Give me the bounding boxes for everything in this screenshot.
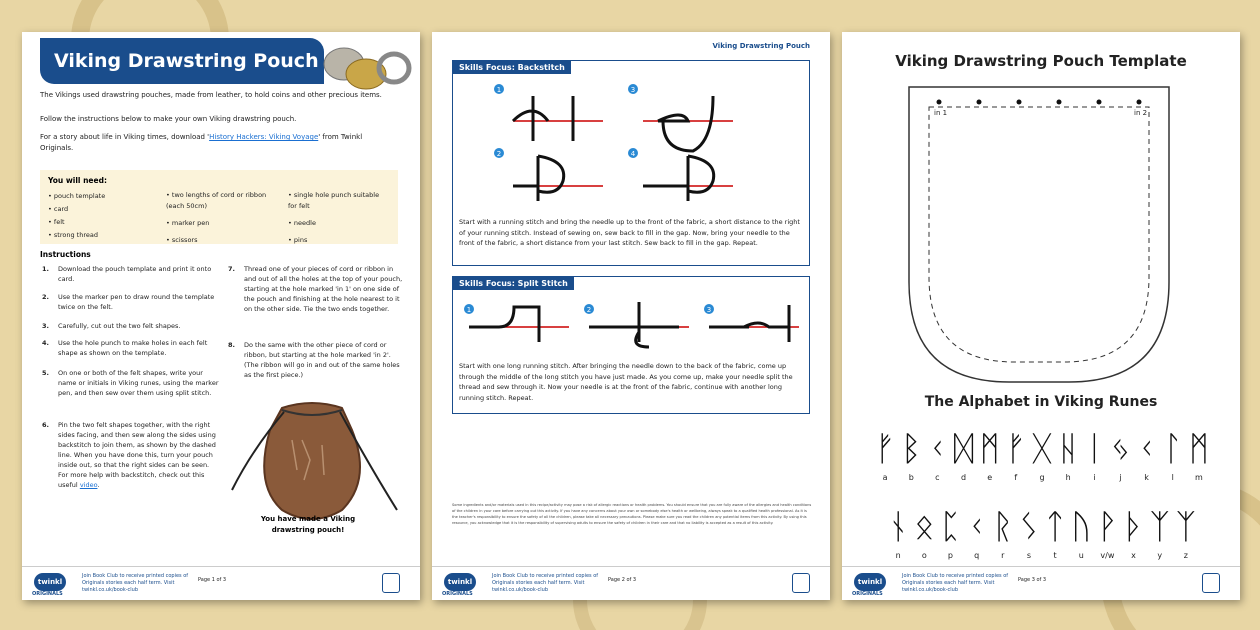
rune-letter: m [1195, 473, 1203, 482]
rune-glyph: ᛁ [1084, 429, 1105, 469]
rune-glyph: ᚾ [887, 507, 909, 547]
splitstitch-diagram [459, 297, 804, 357]
need-item: • strong thread [48, 231, 98, 239]
splitstitch-panel [452, 276, 810, 414]
rune-glyph: ᛚ [1162, 429, 1183, 469]
completion-message: You have made a Viking drawstring pouch! [260, 515, 356, 534]
book-club-text: Join Book Club to receive printed copies of Originals stories each half term. Visit twinkl.co.uk/book-club [82, 573, 189, 593]
rune-alphabet [862, 420, 1222, 580]
need-col-1 [48, 190, 158, 242]
intro-story-pre: For a story about life in Viking times, download ' [40, 133, 210, 141]
need-item: • scissors [166, 236, 198, 244]
backstitch-label: Skills Focus: Backstitch [453, 61, 571, 74]
rune-letter: x [1131, 551, 1136, 560]
need-col-3 [288, 190, 388, 246]
rune-letter: y [1157, 551, 1163, 560]
rune-letter: h [1065, 473, 1071, 482]
page-instructions [22, 32, 420, 600]
need-item: • card [48, 205, 69, 213]
splitstitch-description: Start with one long running stitch. After bringing the needle down to the back of the fabric, come up through the middle of the long stitch you have just made. As you come up, make your needle split the thread and sew through it. Now your needle is at the front of the fabric, continue with another long running stitch. Repeat. [459, 362, 793, 402]
originals-book-icon [1202, 573, 1220, 593]
originals-book-icon [792, 573, 810, 593]
step-4: 4. Use the hole punch to make holes in each felt shape as shown on the template. [42, 339, 208, 357]
twinkl-logo: twinkl [444, 573, 476, 591]
rune-glyph: ᚲ [1136, 429, 1157, 469]
backstitch-panel [452, 60, 810, 266]
rune-glyph: ᛃ [1110, 429, 1131, 469]
splitstitch-label: Skills Focus: Split Stitch [453, 277, 574, 290]
safety-fine-print: Some ingredients and/or materials used in this recipe/activity may pose a risk of allergic reactions or health problems. You should ensure that you are fully aware of the allergies and health conditions of the children in your care before carrying out this activity. If you have any concerns about your own or somebody else's health or wellbeing, always speak to a qualified health professional. As it is the teacher's responsibility to ensure the safety of all the children, please take all necessary precautions. Please make sure you read the children any potential items from this activity. By using this resource, you acknowledge that it is the responsibility of supervising adults to ensure the safety of children in their care and that no liability is accepted as a result of this activity. [452, 503, 812, 525]
rune-glyph: ᚺ [1057, 429, 1079, 469]
need-heading: You will need: [48, 176, 107, 185]
step-number: 2 [586, 306, 592, 314]
step-number: 1 [496, 86, 502, 94]
need-col-2 [166, 190, 276, 246]
step-number: 3 [706, 306, 712, 314]
rune-letter: c [935, 473, 940, 482]
rune-glyph: ᛏ [1044, 507, 1066, 547]
rune-letter: j [1119, 473, 1122, 482]
twinkl-logo: twinkl [854, 573, 886, 591]
rune-letter: k [1144, 473, 1149, 482]
rune-glyph: ᛟ [914, 507, 935, 547]
step-number: 2 [496, 150, 502, 158]
backstitch-description: Start with a running stitch and bring the needle up to the front of the fabric, a short distance to the right of your running stitch. Instead of sewing on, sew back to fill in the gap. Now, bring your needle to the front of the fabric, a short distance from your last stitch. Sew back to fill in the gap. Repeat. [459, 218, 800, 247]
intro-story [40, 132, 380, 153]
rune-glyph: ᚠ [874, 429, 896, 469]
step-number: 1 [466, 306, 472, 314]
rune-letter: p [947, 551, 954, 560]
rune-glyph: ᛗ [979, 429, 1000, 469]
rune-glyph: ᚢ [1071, 507, 1092, 547]
rune-letter: b [908, 473, 914, 482]
rune-letter: n [895, 551, 901, 560]
hole-label-in2: in 2 [1134, 109, 1148, 117]
step-2: 2. Use the marker pen to draw round the template twice on the felt. [42, 293, 215, 311]
rune-letter: o [921, 551, 927, 560]
step-3: 3. Carefully, cut out the two felt shapes. [42, 322, 181, 330]
twinkl-logo: twinkl [34, 573, 66, 591]
rune-letter: s [1026, 551, 1032, 560]
rune-letter: e [987, 473, 993, 482]
rune-letter: l [1171, 473, 1174, 482]
rune-glyph: ᛒ [901, 429, 922, 469]
book-club-text: Join Book Club to receive printed copies of Originals stories each half term. Visit twinkl.co.uk/book-club [492, 573, 599, 593]
rune-glyph: ᚲ [966, 507, 987, 547]
backstitch-diagram [493, 81, 783, 211]
rune-glyph: ᚱ [992, 507, 1013, 547]
rune-glyph: ᚹ [1097, 507, 1118, 547]
need-item: • marker pen [166, 219, 210, 227]
rune-glyph: ᛊ [1018, 507, 1040, 547]
rune-letter: a [882, 473, 888, 482]
history-hackers-link[interactable]: History Hackers: Viking Voyage [209, 133, 319, 141]
rune-letter: g [1039, 473, 1045, 482]
runes-title: The Alphabet in Viking Runes [924, 394, 1158, 410]
intro-follow: Follow the instructions below to make your own Viking drawstring pouch. [40, 115, 297, 123]
page-number: Page 1 of 3 [198, 577, 227, 583]
instructions-heading: Instructions [40, 250, 91, 259]
originals-label: ORIGINALS [852, 591, 883, 597]
rune-glyph: ᚠ [1005, 429, 1027, 469]
originals-label: ORIGINALS [442, 591, 473, 597]
need-item: • single hole punch suitable for felt [288, 191, 380, 210]
rune-glyph: ᚦ [1123, 507, 1144, 547]
page-number: Page 2 of 3 [608, 577, 637, 583]
page-footer [842, 566, 1240, 600]
hole-label-in1: in 1 [934, 109, 948, 117]
need-item: • pins [288, 236, 308, 244]
page-skills [432, 32, 830, 600]
intro-story-post: ' from Twinkl Originals. [40, 133, 363, 152]
rune-letter: u [1078, 551, 1084, 560]
rune-glyph: ᛉ [1175, 507, 1197, 547]
rune-letter: t [1053, 551, 1057, 560]
originals-label: ORIGINALS [32, 591, 63, 597]
rune-glyph: ᛗ [1188, 429, 1210, 469]
rune-glyph: ᛞ [953, 429, 974, 469]
step-number: 4 [630, 150, 636, 158]
intro-text: The Vikings used drawstring pouches, made from leather, to hold coins and other precious items. [40, 91, 382, 99]
step-5: 5. On one or both of the felt shapes, write your name or initials in Viking runes, using the marker pen, and then sew over them using split stitch. [42, 369, 219, 397]
template-title: Viking Drawstring Pouch Template [895, 52, 1187, 70]
rune-glyph: ᚲ [927, 429, 948, 469]
rune-letter: z [1183, 551, 1188, 560]
originals-book-icon [382, 573, 400, 593]
pouch-template-shape [904, 82, 1174, 392]
rune-letter: f [1014, 473, 1018, 482]
you-will-need-box [40, 170, 398, 244]
viking-coins-image [314, 40, 414, 96]
need-item: • needle [288, 219, 316, 227]
page-number: Page 3 of 3 [1018, 577, 1047, 583]
step-7: 7. Thread one of your pieces of cord or ribbon in and out of all the holes at the top of your pouch, starting at the hole marked 'in 1' on one side of the pouch and finishing at the hole nearest to it on the other side. Tie the two ends together. [228, 265, 403, 313]
rune-glyph: ᚷ [1031, 429, 1053, 469]
step-number: 3 [630, 86, 636, 94]
need-item: • two lengths of cord or ribbon (each 50cm) [166, 191, 267, 210]
step-1: 1. Download the pouch template and print it onto card. [42, 265, 212, 283]
need-item: • felt [48, 218, 65, 226]
rune-letter: v/w [1100, 551, 1115, 560]
rune-glyph: ᛉ [1149, 507, 1170, 547]
rune-letter: i [1093, 473, 1096, 482]
page-footer [432, 566, 830, 600]
rune-letter: q [974, 551, 980, 560]
page-template [842, 32, 1240, 600]
rune-letter: r [1001, 551, 1005, 560]
rune-letter: d [960, 473, 967, 482]
page-footer [22, 566, 420, 600]
step-8: 8. Do the same with the other piece of cord or ribbon, but starting at the hole marked 'in 2'. (The ribbon will go in and out of the same holes as the first piece.) [228, 341, 400, 379]
rune-glyph: ᛈ [940, 507, 961, 547]
book-club-text: Join Book Club to receive printed copies of Originals stories each half term. Visit twinkl.co.uk/book-club [902, 573, 1009, 593]
step-6: 6. Pin the two felt shapes together, with the right sides facing, and then sew along the sides using backstitch to join them, as shown by the dashed line. When you have done this, turn your pouch inside out, so that the right sides can be seen. For more help with backstitch, check out this useful video. [42, 421, 216, 489]
page-title: Viking Drawstring Pouch [40, 38, 324, 84]
page-header: Viking Drawstring Pouch [712, 42, 810, 50]
need-item: • pouch template [48, 192, 106, 200]
video-link[interactable]: video [79, 481, 98, 489]
